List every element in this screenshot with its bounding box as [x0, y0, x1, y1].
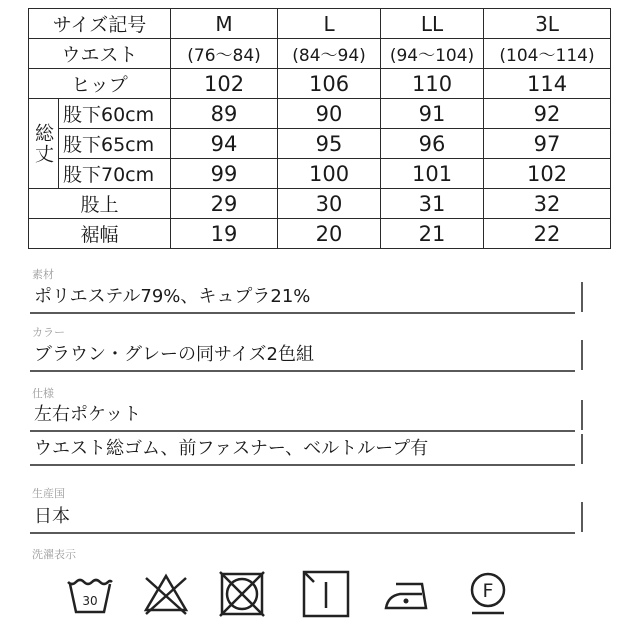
inseam-60-value-l: 90 — [278, 99, 381, 129]
divider — [581, 434, 583, 464]
hip-value-3l: 114 — [484, 69, 611, 99]
inseam-65-label: 股下65cm — [59, 129, 171, 159]
hip-value-l: 106 — [278, 69, 381, 99]
waist-label: ウエスト — [29, 39, 171, 69]
rise-value-m: 29 — [171, 189, 278, 219]
inseam-70-label: 股下70cm — [59, 159, 171, 189]
waist-value-l: (84〜94) — [278, 39, 381, 69]
table-row — [29, 69, 611, 99]
inseam-65-value-l: 95 — [278, 129, 381, 159]
iron-low-icon — [382, 568, 434, 620]
table-row — [29, 39, 611, 69]
care-section-label: 洗濯表示 — [32, 548, 76, 561]
inseam-60-value-3l: 92 — [484, 99, 611, 129]
spec-value-1: 左右ポケット — [34, 404, 142, 425]
inseam-70-value-ll: 101 — [381, 159, 484, 189]
inseam-65-value-3l: 97 — [484, 129, 611, 159]
spec-line-2 — [30, 434, 575, 466]
no-bleach-icon — [140, 568, 192, 620]
wash-temp-text: 30 — [82, 594, 98, 608]
inseam-60-label: 股下60cm — [59, 99, 171, 129]
spec-section-label: 仕様 — [32, 387, 54, 400]
table-row — [29, 9, 611, 39]
size-header-m: M — [171, 9, 278, 39]
inseam-70-value-3l: 102 — [484, 159, 611, 189]
inseam-60-value-m: 89 — [171, 99, 278, 129]
divider — [581, 400, 583, 430]
color-value: ブラウン・グレーの同サイズ2色組 — [34, 344, 315, 365]
size-table — [28, 8, 611, 249]
rise-value-l: 30 — [278, 189, 381, 219]
rise-value-ll: 31 — [381, 189, 484, 219]
hem-value-3l: 22 — [484, 219, 611, 249]
hip-value-m: 102 — [171, 69, 278, 99]
table-row — [29, 129, 611, 159]
dry-clean-letter: F — [482, 580, 494, 602]
table-row — [29, 99, 611, 129]
inseam-65-value-ll: 96 — [381, 129, 484, 159]
line-dry-icon — [300, 568, 352, 620]
hip-value-ll: 110 — [381, 69, 484, 99]
size-header-ll: LL — [381, 9, 484, 39]
inseam-65-value-m: 94 — [171, 129, 278, 159]
waist-value-m: (76〜84) — [171, 39, 278, 69]
waist-value-3l: (104〜114) — [484, 39, 611, 69]
size-header-l: L — [278, 9, 381, 39]
inseam-60-value-ll: 91 — [381, 99, 484, 129]
spec-value-2: ウエスト総ゴム、前ファスナー、ベルトループ有 — [34, 438, 429, 459]
material-text — [30, 282, 575, 314]
rise-label: 股上 — [29, 189, 171, 219]
material-value: ポリエステル79%、キュプラ21% — [34, 286, 311, 307]
total-length-label: 総丈 — [29, 99, 59, 189]
size-header-3l: 3L — [484, 9, 611, 39]
rise-value-3l: 32 — [484, 189, 611, 219]
table-row — [29, 219, 611, 249]
material-section-label: 素材 — [32, 268, 54, 281]
divider — [581, 340, 583, 370]
dry-clean-f-icon — [462, 568, 514, 620]
hip-label: ヒップ — [29, 69, 171, 99]
origin-text — [30, 502, 575, 534]
hem-value-m: 19 — [171, 219, 278, 249]
color-section-label: カラー — [32, 326, 65, 339]
table-row — [29, 159, 611, 189]
table-row — [29, 189, 611, 219]
hem-label: 裾幅 — [29, 219, 171, 249]
origin-value: 日本 — [34, 506, 70, 527]
waist-value-ll: (94〜104) — [381, 39, 484, 69]
divider — [581, 282, 583, 312]
inseam-70-value-m: 99 — [171, 159, 278, 189]
divider — [581, 502, 583, 532]
spec-line-1 — [30, 400, 575, 432]
inseam-70-value-l: 100 — [278, 159, 381, 189]
wash-30-icon — [64, 568, 116, 620]
size-code-header: サイズ記号 — [29, 9, 171, 39]
hem-value-ll: 21 — [381, 219, 484, 249]
origin-section-label: 生産国 — [32, 487, 65, 500]
hem-value-l: 20 — [278, 219, 381, 249]
no-tumble-dry-icon — [216, 568, 268, 620]
color-text — [30, 340, 575, 372]
